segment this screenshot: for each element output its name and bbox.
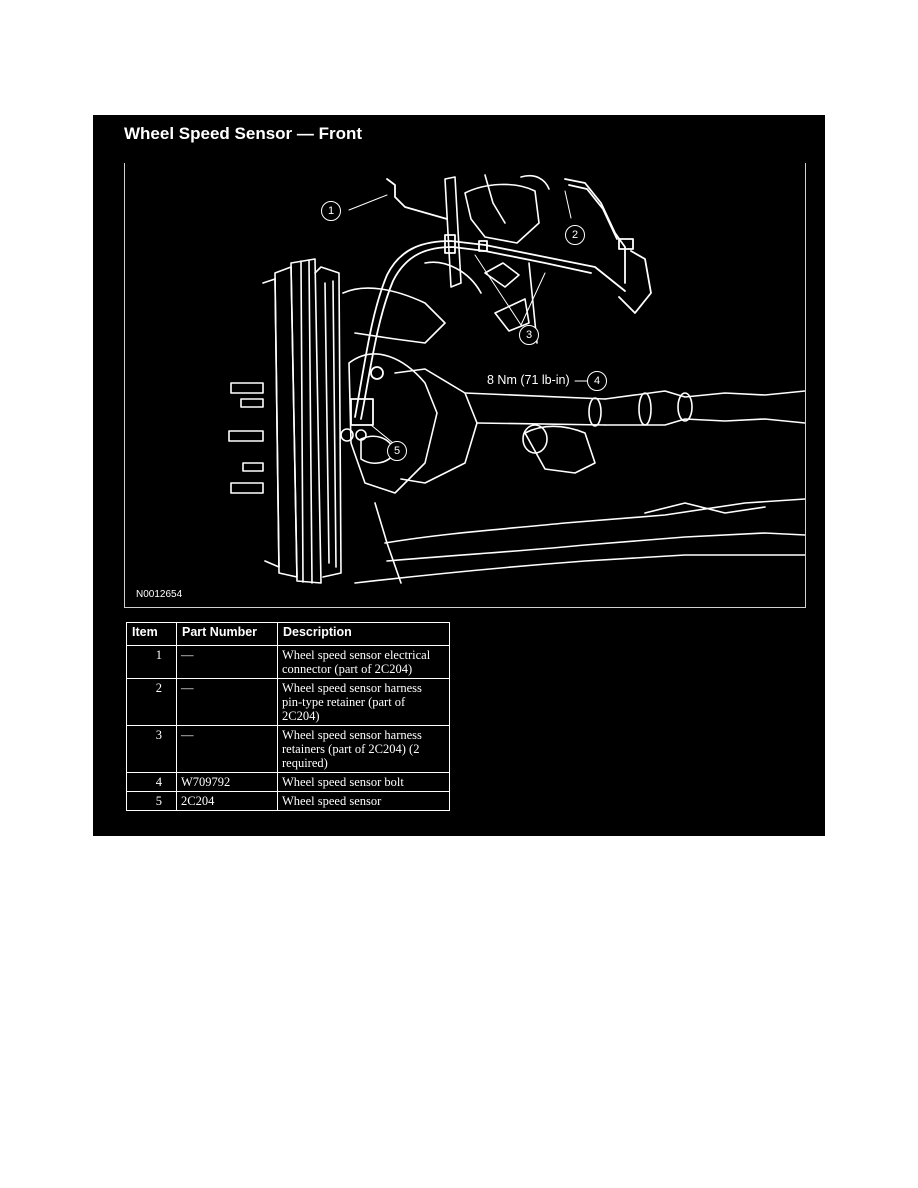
part-number-cell: — [177, 646, 278, 679]
description-cell: Wheel speed sensor harness retainers (part of 2C204) (2 required) [278, 726, 450, 773]
wheel-studs-illustration [229, 383, 263, 493]
part-number-cell: 2C204 [177, 792, 278, 811]
description-cell: Wheel speed sensor electrical connector (part of 2C204) [278, 646, 450, 679]
steering-knuckle-illustration [341, 288, 445, 493]
description-cell: Wheel speed sensor bolt [278, 773, 450, 792]
callout-1: 1 [321, 201, 341, 221]
item-cell: 2 [127, 679, 177, 726]
table-row [127, 726, 450, 773]
callout-4: 4 [587, 371, 607, 391]
item-cell: 5 [127, 792, 177, 811]
item-cell: 3 [127, 726, 177, 773]
figure-panel [93, 115, 825, 836]
brake-rotor-illustration [263, 259, 341, 583]
callout-3: 3 [519, 325, 539, 345]
figure-title: Wheel Speed Sensor — Front [124, 124, 363, 143]
table-row [127, 679, 450, 726]
table-row [127, 646, 450, 679]
part-number-cell: W709792 [177, 773, 278, 792]
table-row [127, 773, 450, 792]
item-cell: 4 [127, 773, 177, 792]
item-cell: 1 [127, 646, 177, 679]
description-cell: Wheel speed sensor harness pin-type retainer (part of 2C204) [278, 679, 450, 726]
torque-spec-label: 8 Nm (71 lb-in) [487, 373, 570, 387]
part-number-cell: — [177, 726, 278, 773]
lower-control-arm-illustration [355, 425, 805, 583]
callout-2: 2 [565, 225, 585, 245]
description-cell: Wheel speed sensor [278, 792, 450, 811]
header-description: Description [278, 623, 450, 646]
table-header-row [127, 623, 450, 646]
header-item: Item [127, 623, 177, 646]
upper-bracket-illustration [425, 175, 549, 343]
figure-id-label: N0012654 [136, 589, 183, 600]
callout-5: 5 [387, 441, 407, 461]
illustration-frame [124, 163, 806, 608]
suspension-illustration [125, 163, 805, 607]
part-number-cell: — [177, 679, 278, 726]
header-part-number: Part Number [177, 623, 278, 646]
parts-table [126, 622, 450, 811]
table-row [127, 792, 450, 811]
callout-leaders [349, 191, 587, 443]
